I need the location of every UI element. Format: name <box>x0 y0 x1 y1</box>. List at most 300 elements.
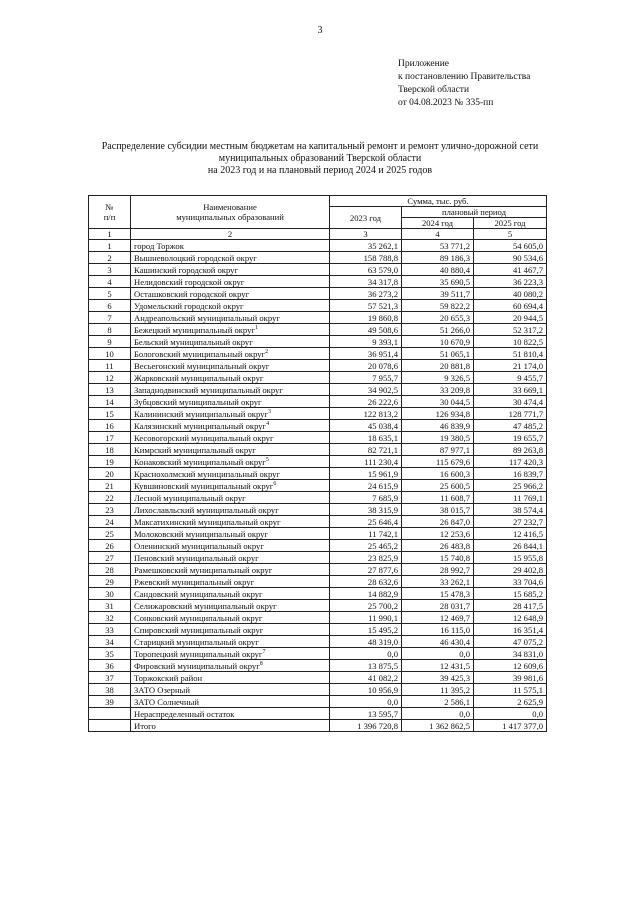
table-row <box>89 564 547 576</box>
table-row <box>89 432 547 444</box>
municipality-name: Фировский муниципальный округ <box>134 660 260 671</box>
municipality-name: ЗАТО Озерный <box>134 684 190 695</box>
row-number: 39 <box>89 696 131 708</box>
municipality-name: Краснохолмский муниципальный округ <box>134 468 280 479</box>
row-number: 7 <box>89 312 131 324</box>
column-index: 4 <box>402 229 474 240</box>
row-number: 10 <box>89 348 131 360</box>
municipality-name-cell <box>131 420 330 432</box>
municipality-name-cell <box>131 288 330 300</box>
municipality-name: Бельский муниципальный округ <box>134 336 253 347</box>
table-row <box>89 360 547 372</box>
amount-2025: 12 648,9 <box>474 612 547 624</box>
amount-2025: 9 455,7 <box>474 372 547 384</box>
municipality-name-cell <box>131 708 330 720</box>
municipality-name: Нераспределенный остаток <box>134 708 235 719</box>
amount-2023: 7 685,9 <box>330 492 402 504</box>
municipality-name: Удомельский городской округ <box>134 300 244 311</box>
amount-2023: 20 078,6 <box>330 360 402 372</box>
amount-2023: 9 393,1 <box>330 336 402 348</box>
amount-2023: 11 742,1 <box>330 528 402 540</box>
amount-2025: 51 810,4 <box>474 348 547 360</box>
amount-2024: 35 690,5 <box>402 276 474 288</box>
municipality-name: Зубцовский муниципальный округ <box>134 396 262 407</box>
amount-2023: 111 230,4 <box>330 456 402 468</box>
amount-2025: 52 317,2 <box>474 324 547 336</box>
amount-2023: 25 465,2 <box>330 540 402 552</box>
amount-2023: 13 875,5 <box>330 660 402 672</box>
municipality-name-cell <box>131 540 330 552</box>
row-number: 37 <box>89 672 131 684</box>
amount-2024: 12 469,7 <box>402 612 474 624</box>
amount-2023: 15 495,2 <box>330 624 402 636</box>
amount-2025: 25 966,2 <box>474 480 547 492</box>
amount-2024: 25 600,5 <box>402 480 474 492</box>
municipality-name: Рамешковский муниципальный округ <box>134 564 273 575</box>
row-number: 6 <box>89 300 131 312</box>
footnote-mark: 1 <box>254 324 258 331</box>
amount-2025: 11 769,1 <box>474 492 547 504</box>
municipality-name-cell <box>131 720 330 732</box>
municipality-name-cell <box>131 408 330 420</box>
municipality-name: Кимрский муниципальный округ <box>134 444 256 455</box>
amount-2023: 0,0 <box>330 696 402 708</box>
row-number: 12 <box>89 372 131 384</box>
municipality-name: Бежецкий муниципальный округ <box>134 324 255 335</box>
amount-2023: 158 788,8 <box>330 252 402 264</box>
amount-2025: 16 351,4 <box>474 624 547 636</box>
table-row <box>89 660 547 672</box>
amount-2024: 40 880,4 <box>402 264 474 276</box>
title-line: на 2023 год и на плановый период 2024 и 2025 годов <box>207 165 433 176</box>
amount-2023: 36 951,4 <box>330 348 402 360</box>
column-index: 5 <box>474 229 547 240</box>
row-number: 4 <box>89 276 131 288</box>
amount-2024: 16 600,3 <box>402 468 474 480</box>
municipality-name: Андреапольский муниципальный округ <box>134 312 280 323</box>
amount-2024: 28 031,7 <box>402 600 474 612</box>
row-number: 17 <box>89 432 131 444</box>
municipality-name: Лихославльский муниципальный округ <box>134 504 279 515</box>
table-row <box>89 540 547 552</box>
header-name <box>131 196 330 229</box>
amount-2023: 35 262,1 <box>330 240 402 252</box>
row-number: 24 <box>89 516 131 528</box>
municipality-name-cell <box>131 648 330 660</box>
table-row <box>89 492 547 504</box>
municipality-name-cell <box>131 396 330 408</box>
amount-2024: 15 478,3 <box>402 588 474 600</box>
row-number: 2 <box>89 252 131 264</box>
amount-2024: 46 430,4 <box>402 636 474 648</box>
row-number: 3 <box>89 264 131 276</box>
row-number: 25 <box>89 528 131 540</box>
amount-2023: 34 902,5 <box>330 384 402 396</box>
table-row <box>89 276 547 288</box>
municipality-name: Вышневолоцкий городской округ <box>134 252 257 263</box>
municipality-name-cell <box>131 672 330 684</box>
amount-2025: 41 467,7 <box>474 264 547 276</box>
amount-2023: 7 955,7 <box>330 372 402 384</box>
amount-2024: 30 044,5 <box>402 396 474 408</box>
municipality-name: Лесной муниципальный округ <box>134 492 246 503</box>
amount-2025: 117 420,3 <box>474 456 547 468</box>
table-row <box>89 696 547 708</box>
amount-2024: 115 679,6 <box>402 456 474 468</box>
amount-2023: 41 082,2 <box>330 672 402 684</box>
table-row <box>89 264 547 276</box>
table-row <box>89 624 547 636</box>
table-row <box>89 456 547 468</box>
amount-2025: 47 485,2 <box>474 420 547 432</box>
amount-2023: 27 877,6 <box>330 564 402 576</box>
amount-2023: 25 700,2 <box>330 600 402 612</box>
row-number: 13 <box>89 384 131 396</box>
table-row <box>89 648 547 660</box>
amount-2023: 122 813,2 <box>330 408 402 420</box>
amount-2025: 12 416,5 <box>474 528 547 540</box>
municipality-name: ЗАТО Солнечный <box>134 696 199 707</box>
table-row <box>89 252 547 264</box>
municipality-name-cell <box>131 324 330 336</box>
municipality-name-cell <box>131 252 330 264</box>
amount-2025: 90 534,6 <box>474 252 547 264</box>
municipality-name-cell <box>131 696 330 708</box>
amount-2023: 26 222,6 <box>330 396 402 408</box>
municipality-name-cell <box>131 468 330 480</box>
table-row <box>89 336 547 348</box>
amount-2024: 9 326,5 <box>402 372 474 384</box>
municipality-name: Сонковский муниципальный округ <box>134 612 263 623</box>
header-number-line2: п/п <box>103 212 116 222</box>
municipality-name-cell <box>131 624 330 636</box>
amount-2023: 23 825,9 <box>330 552 402 564</box>
table-row <box>89 324 547 336</box>
municipality-name: Кувшиновский муниципальный округ <box>134 480 274 491</box>
amount-2025: 10 822,5 <box>474 336 547 348</box>
amount-2023: 25 646,4 <box>330 516 402 528</box>
column-index: 3 <box>330 229 402 240</box>
row-number: 28 <box>89 564 131 576</box>
footnote-mark: 8 <box>259 660 263 667</box>
amount-2025: 128 771,7 <box>474 408 547 420</box>
amount-2025: 47 075,2 <box>474 636 547 648</box>
amount-2023: 34 317,8 <box>330 276 402 288</box>
municipality-name-cell <box>131 612 330 624</box>
municipality-name-cell <box>131 480 330 492</box>
row-number: 22 <box>89 492 131 504</box>
footnote-mark: 7 <box>262 648 266 655</box>
municipality-name: Калининский муниципальный округ <box>134 408 268 419</box>
row-number: 20 <box>89 468 131 480</box>
amount-2025: 28 417,5 <box>474 600 547 612</box>
row-number <box>89 708 131 720</box>
amount-2025: 89 263,8 <box>474 444 547 456</box>
header-year-2024: 2024 год <box>402 218 474 229</box>
footnote-mark: 2 <box>265 348 269 355</box>
amount-2024: 33 262,1 <box>402 576 474 588</box>
amount-2023: 45 038,4 <box>330 420 402 432</box>
amount-2025: 21 174,0 <box>474 360 547 372</box>
amount-2023: 10 956,9 <box>330 684 402 696</box>
header-number-line1: № <box>105 202 114 212</box>
amount-2024: 53 771,2 <box>402 240 474 252</box>
footnote-mark: 3 <box>267 408 271 415</box>
municipality-name-cell <box>131 372 330 384</box>
amount-2024: 126 934,8 <box>402 408 474 420</box>
appendix-line: Приложение <box>398 59 449 69</box>
municipality-name: Торопецкий муниципальный округ <box>134 648 263 659</box>
municipality-name-cell <box>131 516 330 528</box>
table-row <box>89 348 547 360</box>
amount-2025: 34 831,0 <box>474 648 547 660</box>
amount-2025: 54 605,0 <box>474 240 547 252</box>
header-name-line2: муниципальных образований <box>176 212 284 222</box>
amount-2024: 59 822,2 <box>402 300 474 312</box>
amount-2023: 11 990,1 <box>330 612 402 624</box>
amount-2023: 19 860,8 <box>330 312 402 324</box>
amount-2025: 0,0 <box>474 708 547 720</box>
municipality-name-cell <box>131 528 330 540</box>
table-row <box>89 588 547 600</box>
municipality-name-cell <box>131 492 330 504</box>
amount-2023: 82 721,1 <box>330 444 402 456</box>
municipality-name-cell <box>131 384 330 396</box>
title-line: Распределение субсидии местным бюджетам на капитальный ремонт и ремонт улично-дорожной сети <box>101 141 539 152</box>
amount-2025: 19 655,7 <box>474 432 547 444</box>
amount-2025: 33 704,6 <box>474 576 547 588</box>
title-line: муниципальных образований Тверской области <box>218 153 422 164</box>
amount-2024: 33 209,8 <box>402 384 474 396</box>
table-row <box>89 684 547 696</box>
amount-2025: 36 223,3 <box>474 276 547 288</box>
table-row <box>89 420 547 432</box>
amount-2024: 1 362 862,5 <box>402 720 474 732</box>
municipality-name: Максатихинский муниципальный округ <box>134 516 281 527</box>
table-row <box>89 528 547 540</box>
municipality-name: Осташковский городской округ <box>134 288 250 299</box>
amount-2024: 20 655,3 <box>402 312 474 324</box>
amount-2025: 27 232,7 <box>474 516 547 528</box>
amount-2024: 26 847,0 <box>402 516 474 528</box>
amount-2024: 46 839,9 <box>402 420 474 432</box>
row-number: 1 <box>89 240 131 252</box>
amount-2024: 51 266,0 <box>402 324 474 336</box>
amount-2023: 15 961,9 <box>330 468 402 480</box>
municipality-name: Пеновский муниципальный округ <box>134 552 259 563</box>
table-row <box>89 720 547 732</box>
municipality-name: Молоковский муниципальный округ <box>134 528 268 539</box>
footnote-mark: 5 <box>265 456 269 463</box>
amount-2025: 15 685,2 <box>474 588 547 600</box>
table-row <box>89 612 547 624</box>
row-number: 9 <box>89 336 131 348</box>
header-year-2025: 2025 год <box>474 218 547 229</box>
municipality-name-cell <box>131 576 330 588</box>
amount-2024: 19 380,5 <box>402 432 474 444</box>
amount-2023: 49 508,6 <box>330 324 402 336</box>
municipality-name-cell <box>131 432 330 444</box>
municipality-name-cell <box>131 564 330 576</box>
municipality-name: Конаковский муниципальный округ <box>134 456 266 467</box>
amount-2023: 18 635,1 <box>330 432 402 444</box>
amount-2023: 36 273,2 <box>330 288 402 300</box>
table-row <box>89 468 547 480</box>
row-number: 27 <box>89 552 131 564</box>
row-number <box>89 720 131 732</box>
table-row <box>89 312 547 324</box>
amount-2025: 29 402,8 <box>474 564 547 576</box>
table-row <box>89 636 547 648</box>
amount-2024: 39 425,3 <box>402 672 474 684</box>
row-number: 38 <box>89 684 131 696</box>
amount-2023: 13 595,7 <box>330 708 402 720</box>
table-body <box>89 240 547 732</box>
amount-2024: 2 586,1 <box>402 696 474 708</box>
table-row <box>89 672 547 684</box>
row-number: 23 <box>89 504 131 516</box>
header-name-line1: Наименование <box>203 202 257 212</box>
municipality-name: Кашинский городской округ <box>134 264 238 275</box>
municipality-name: Весьегонский муниципальный округ <box>134 360 270 371</box>
amount-2025: 38 574,4 <box>474 504 547 516</box>
row-number: 26 <box>89 540 131 552</box>
amount-2024: 51 065,1 <box>402 348 474 360</box>
appendix-line: Тверской области <box>398 85 470 95</box>
column-index: 1 <box>89 229 131 240</box>
table-row <box>89 576 547 588</box>
amount-2024: 26 483,8 <box>402 540 474 552</box>
table-row <box>89 552 547 564</box>
table-row <box>89 480 547 492</box>
amount-2024: 11 395,2 <box>402 684 474 696</box>
footnote-mark: 4 <box>266 420 270 427</box>
municipality-name-cell <box>131 240 330 252</box>
municipality-name-cell <box>131 348 330 360</box>
amount-2024: 0,0 <box>402 708 474 720</box>
row-number: 32 <box>89 612 131 624</box>
amount-2023: 14 882,9 <box>330 588 402 600</box>
table-row <box>89 300 547 312</box>
municipality-name: Сандовский муниципальный округ <box>134 588 263 599</box>
amount-2023: 28 632,6 <box>330 576 402 588</box>
municipality-name: Селижаровский муниципальный округ <box>134 600 277 611</box>
amount-2024: 39 511,7 <box>402 288 474 300</box>
appendix-line: от 04.08.2023 № 335-пп <box>398 98 494 108</box>
row-number: 16 <box>89 420 131 432</box>
municipality-name-cell <box>131 300 330 312</box>
row-number: 5 <box>89 288 131 300</box>
amount-2025: 60 694,4 <box>474 300 547 312</box>
row-number: 19 <box>89 456 131 468</box>
row-number: 31 <box>89 600 131 612</box>
amount-2025: 15 955,8 <box>474 552 547 564</box>
header-planned-period: плановый период <box>402 207 547 218</box>
appendix-line: к постановлению Правительства <box>398 72 531 82</box>
amount-2024: 10 670,9 <box>402 336 474 348</box>
amount-2024: 16 115,0 <box>402 624 474 636</box>
amount-2025: 26 844,1 <box>474 540 547 552</box>
amount-2025: 12 609,6 <box>474 660 547 672</box>
amount-2025: 33 669,1 <box>474 384 547 396</box>
amount-2025: 39 981,6 <box>474 672 547 684</box>
municipality-name-cell <box>131 456 330 468</box>
amount-2023: 1 396 720,8 <box>330 720 402 732</box>
municipality-name-cell <box>131 504 330 516</box>
row-number: 36 <box>89 660 131 672</box>
table-row <box>89 600 547 612</box>
footnote-mark: 6 <box>273 480 277 487</box>
amount-2023: 63 579,0 <box>330 264 402 276</box>
header-year-2023: 2023 год <box>330 207 402 229</box>
table-row <box>89 408 547 420</box>
municipality-name-cell <box>131 264 330 276</box>
row-number: 33 <box>89 624 131 636</box>
municipality-name: Бологовский муниципальный округ <box>134 348 266 359</box>
amount-2023: 24 615,9 <box>330 480 402 492</box>
document-title <box>100 141 540 177</box>
row-number: 15 <box>89 408 131 420</box>
municipality-name-cell <box>131 660 330 672</box>
amount-2023: 48 319,0 <box>330 636 402 648</box>
amount-2024: 0,0 <box>402 648 474 660</box>
municipality-name: Итого <box>134 720 156 731</box>
row-number: 29 <box>89 576 131 588</box>
row-number: 8 <box>89 324 131 336</box>
municipality-name: город Торжок <box>134 240 184 251</box>
amount-2024: 11 608,7 <box>402 492 474 504</box>
table-row <box>89 504 547 516</box>
table-row <box>89 516 547 528</box>
municipality-name-cell <box>131 588 330 600</box>
amount-2024: 89 186,3 <box>402 252 474 264</box>
municipality-name: Калязинский муниципальный округ <box>134 420 267 431</box>
municipality-name-cell <box>131 636 330 648</box>
header-number <box>89 196 131 229</box>
amount-2024: 20 881,8 <box>402 360 474 372</box>
municipality-name: Оленинский муниципальный округ <box>134 540 264 551</box>
municipality-name-cell <box>131 600 330 612</box>
municipality-name-cell <box>131 276 330 288</box>
table-row <box>89 396 547 408</box>
municipality-name: Кесовогорский муниципальный округ <box>134 432 274 443</box>
amount-2024: 87 977,1 <box>402 444 474 456</box>
table-row <box>89 384 547 396</box>
municipality-name-cell <box>131 444 330 456</box>
amount-2024: 15 740,8 <box>402 552 474 564</box>
row-number: 14 <box>89 396 131 408</box>
row-number: 21 <box>89 480 131 492</box>
municipality-name: Нелидовский городской округ <box>134 276 245 287</box>
table-row <box>89 240 547 252</box>
row-number: 34 <box>89 636 131 648</box>
amount-2025: 11 575,1 <box>474 684 547 696</box>
table-row <box>89 372 547 384</box>
amount-2024: 12 431,5 <box>402 660 474 672</box>
municipality-name: Старицкий муниципальный округ <box>134 636 259 647</box>
municipality-name: Спировский муниципальный округ <box>134 624 264 635</box>
table-row <box>89 708 547 720</box>
column-index: 2 <box>131 229 330 240</box>
amount-2025: 1 417 377,0 <box>474 720 547 732</box>
municipality-name: Западнодвинский муниципальный округ <box>134 384 283 395</box>
row-number: 11 <box>89 360 131 372</box>
municipality-name-cell <box>131 552 330 564</box>
amount-2025: 20 944,5 <box>474 312 547 324</box>
table-row <box>89 444 547 456</box>
page-number: 3 <box>317 25 323 36</box>
row-number: 18 <box>89 444 131 456</box>
